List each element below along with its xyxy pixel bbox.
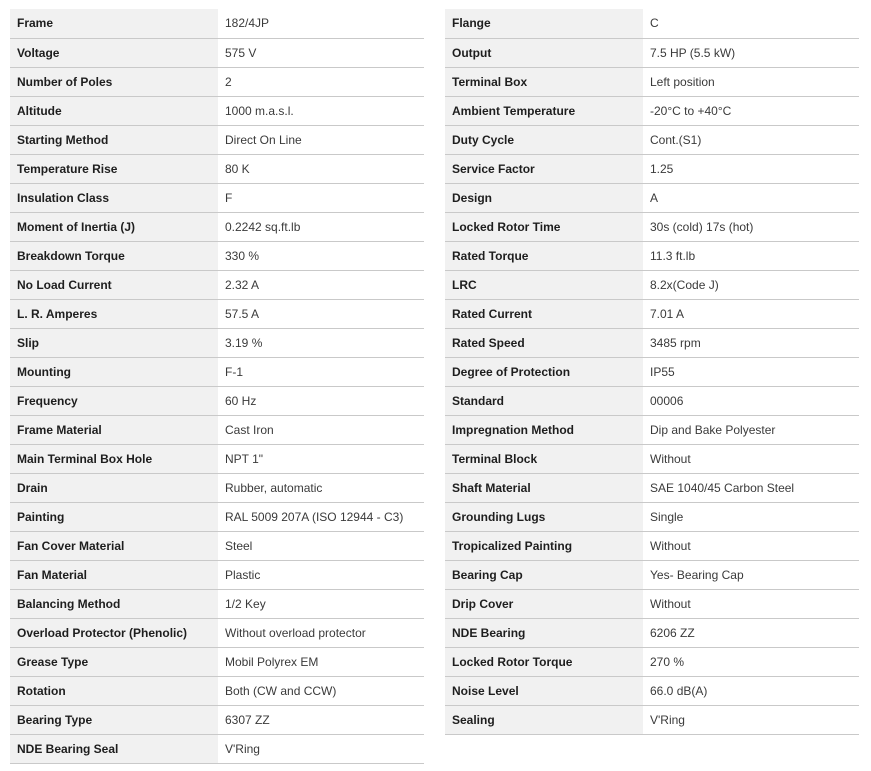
spec-value: Cast Iron bbox=[218, 415, 424, 444]
spec-value: Rubber, automatic bbox=[218, 473, 424, 502]
spec-value: 1/2 Key bbox=[218, 589, 424, 618]
spec-label: Terminal Block bbox=[445, 444, 643, 473]
spec-label: Impregnation Method bbox=[445, 415, 643, 444]
spec-value: 182/4JP bbox=[218, 9, 424, 38]
spec-label: Frequency bbox=[10, 386, 218, 415]
spec-value: Both (CW and CCW) bbox=[218, 676, 424, 705]
spec-value: 270 % bbox=[643, 647, 859, 676]
spec-row bbox=[10, 502, 424, 531]
spec-label: Balancing Method bbox=[10, 589, 218, 618]
specs-table-left-body bbox=[10, 9, 424, 763]
spec-label: Slip bbox=[10, 328, 218, 357]
spec-row bbox=[10, 328, 424, 357]
spec-label: Locked Rotor Time bbox=[445, 212, 643, 241]
spec-label: Drain bbox=[10, 473, 218, 502]
spec-row bbox=[10, 734, 424, 763]
spec-value: 6307 ZZ bbox=[218, 705, 424, 734]
spec-value: IP55 bbox=[643, 357, 859, 386]
spec-label: Sealing bbox=[445, 705, 643, 734]
spec-label: Design bbox=[445, 183, 643, 212]
spec-value: 2 bbox=[218, 67, 424, 96]
spec-row bbox=[10, 705, 424, 734]
spec-label: Starting Method bbox=[10, 125, 218, 154]
spec-value: 1.25 bbox=[643, 154, 859, 183]
spec-row bbox=[445, 705, 859, 734]
spec-row bbox=[10, 444, 424, 473]
spec-value: 575 V bbox=[218, 38, 424, 67]
specs-table-right bbox=[445, 9, 859, 735]
spec-value: 1000 m.a.s.l. bbox=[218, 96, 424, 125]
spec-row bbox=[445, 357, 859, 386]
spec-value: SAE 1040/45 Carbon Steel bbox=[643, 473, 859, 502]
spec-row bbox=[445, 154, 859, 183]
spec-label: Altitude bbox=[10, 96, 218, 125]
spec-row bbox=[10, 560, 424, 589]
spec-value: F-1 bbox=[218, 357, 424, 386]
spec-row bbox=[10, 531, 424, 560]
spec-row bbox=[445, 38, 859, 67]
spec-row bbox=[10, 38, 424, 67]
spec-value: V'Ring bbox=[643, 705, 859, 734]
spec-label: NDE Bearing bbox=[445, 618, 643, 647]
spec-row bbox=[445, 212, 859, 241]
spec-value: Dip and Bake Polyester bbox=[643, 415, 859, 444]
spec-label: LRC bbox=[445, 270, 643, 299]
spec-value: 80 K bbox=[218, 154, 424, 183]
spec-row bbox=[10, 386, 424, 415]
spec-label: Bearing Type bbox=[10, 705, 218, 734]
spec-row bbox=[10, 357, 424, 386]
spec-value: 30s (cold) 17s (hot) bbox=[643, 212, 859, 241]
spec-label: Insulation Class bbox=[10, 183, 218, 212]
spec-label: Rated Speed bbox=[445, 328, 643, 357]
spec-value: F bbox=[218, 183, 424, 212]
spec-value: 11.3 ft.lb bbox=[643, 241, 859, 270]
spec-value: NPT 1" bbox=[218, 444, 424, 473]
spec-label: Bearing Cap bbox=[445, 560, 643, 589]
spec-label: Tropicalized Painting bbox=[445, 531, 643, 560]
spec-row bbox=[445, 270, 859, 299]
spec-row bbox=[10, 67, 424, 96]
spec-label: Main Terminal Box Hole bbox=[10, 444, 218, 473]
spec-value: A bbox=[643, 183, 859, 212]
spec-row bbox=[445, 560, 859, 589]
spec-value: Without bbox=[643, 531, 859, 560]
spec-value: 3485 rpm bbox=[643, 328, 859, 357]
spec-row bbox=[445, 183, 859, 212]
spec-value: 66.0 dB(A) bbox=[643, 676, 859, 705]
spec-value: V'Ring bbox=[218, 734, 424, 763]
spec-label: Terminal Box bbox=[445, 67, 643, 96]
spec-row bbox=[445, 502, 859, 531]
spec-label: Breakdown Torque bbox=[10, 241, 218, 270]
spec-row bbox=[445, 676, 859, 705]
spec-label: Fan Material bbox=[10, 560, 218, 589]
spec-row bbox=[445, 299, 859, 328]
spec-label: Drip Cover bbox=[445, 589, 643, 618]
spec-label: Rated Torque bbox=[445, 241, 643, 270]
spec-row bbox=[10, 589, 424, 618]
spec-value: Without bbox=[643, 589, 859, 618]
spec-row bbox=[445, 444, 859, 473]
spec-value: Without bbox=[643, 444, 859, 473]
spec-label: Grounding Lugs bbox=[445, 502, 643, 531]
spec-row bbox=[10, 96, 424, 125]
spec-label: Frame Material bbox=[10, 415, 218, 444]
spec-label: Temperature Rise bbox=[10, 154, 218, 183]
spec-row bbox=[10, 125, 424, 154]
spec-label: Fan Cover Material bbox=[10, 531, 218, 560]
spec-label: Shaft Material bbox=[445, 473, 643, 502]
spec-value: Mobil Polyrex EM bbox=[218, 647, 424, 676]
spec-value: 00006 bbox=[643, 386, 859, 415]
spec-row bbox=[10, 212, 424, 241]
spec-value: Single bbox=[643, 502, 859, 531]
spec-row bbox=[10, 299, 424, 328]
spec-label: No Load Current bbox=[10, 270, 218, 299]
spec-row bbox=[445, 241, 859, 270]
spec-label: L. R. Amperes bbox=[10, 299, 218, 328]
spec-value: C bbox=[643, 9, 859, 38]
spec-value: 8.2x(Code J) bbox=[643, 270, 859, 299]
spec-label: Overload Protector (Phenolic) bbox=[10, 618, 218, 647]
spec-row bbox=[445, 386, 859, 415]
spec-label: Painting bbox=[10, 502, 218, 531]
spec-value: 2.32 A bbox=[218, 270, 424, 299]
spec-label: Grease Type bbox=[10, 647, 218, 676]
spec-label: Flange bbox=[445, 9, 643, 38]
spec-label: Rotation bbox=[10, 676, 218, 705]
spec-label: Mounting bbox=[10, 357, 218, 386]
spec-row bbox=[445, 125, 859, 154]
spec-value: 3.19 % bbox=[218, 328, 424, 357]
spec-row bbox=[10, 618, 424, 647]
spec-label: Locked Rotor Torque bbox=[445, 647, 643, 676]
spec-row bbox=[10, 154, 424, 183]
spec-label: Standard bbox=[445, 386, 643, 415]
spec-row bbox=[10, 241, 424, 270]
spec-value: -20°C to +40°C bbox=[643, 96, 859, 125]
spec-row bbox=[445, 473, 859, 502]
spec-label: Output bbox=[445, 38, 643, 67]
spec-value: 7.5 HP (5.5 kW) bbox=[643, 38, 859, 67]
spec-value: Direct On Line bbox=[218, 125, 424, 154]
spec-label: Noise Level bbox=[445, 676, 643, 705]
spec-row bbox=[10, 270, 424, 299]
spec-value: RAL 5009 207A (ISO 12944 - C3) bbox=[218, 502, 424, 531]
spec-label: Rated Current bbox=[445, 299, 643, 328]
spec-row bbox=[445, 415, 859, 444]
spec-row bbox=[445, 96, 859, 125]
spec-value: Plastic bbox=[218, 560, 424, 589]
spec-row bbox=[445, 647, 859, 676]
spec-row bbox=[445, 67, 859, 96]
spec-value: 6206 ZZ bbox=[643, 618, 859, 647]
spec-value: Without overload protector bbox=[218, 618, 424, 647]
spec-value: 7.01 A bbox=[643, 299, 859, 328]
spec-row bbox=[445, 618, 859, 647]
spec-label: Ambient Temperature bbox=[445, 96, 643, 125]
spec-row bbox=[10, 415, 424, 444]
spec-row bbox=[445, 589, 859, 618]
spec-value: 60 Hz bbox=[218, 386, 424, 415]
spec-label: NDE Bearing Seal bbox=[10, 734, 218, 763]
spec-value: Cont.(S1) bbox=[643, 125, 859, 154]
spec-row bbox=[445, 328, 859, 357]
spec-value: 0.2242 sq.ft.lb bbox=[218, 212, 424, 241]
spec-row bbox=[445, 9, 859, 38]
spec-row bbox=[445, 531, 859, 560]
spec-value: Left position bbox=[643, 67, 859, 96]
spec-row bbox=[10, 676, 424, 705]
spec-value: Yes- Bearing Cap bbox=[643, 560, 859, 589]
specs-table-right-body bbox=[445, 9, 859, 734]
spec-label: Moment of Inertia (J) bbox=[10, 212, 218, 241]
spec-label: Frame bbox=[10, 9, 218, 38]
spec-label: Voltage bbox=[10, 38, 218, 67]
spec-value: 57.5 A bbox=[218, 299, 424, 328]
spec-row bbox=[10, 473, 424, 502]
spec-value: 330 % bbox=[218, 241, 424, 270]
spec-value: Steel bbox=[218, 531, 424, 560]
specs-table-left bbox=[10, 9, 424, 764]
spec-label: Degree of Protection bbox=[445, 357, 643, 386]
spec-row bbox=[10, 647, 424, 676]
spec-row bbox=[10, 9, 424, 38]
spec-label: Service Factor bbox=[445, 154, 643, 183]
spec-label: Number of Poles bbox=[10, 67, 218, 96]
spec-row bbox=[10, 183, 424, 212]
spec-label: Duty Cycle bbox=[445, 125, 643, 154]
